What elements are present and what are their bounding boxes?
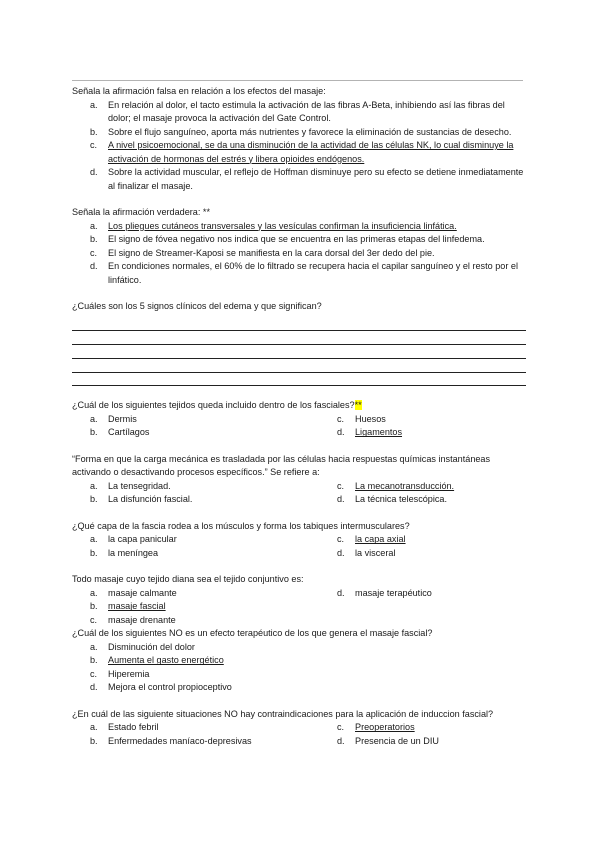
question-2-option-a: a. Los pliegues cutáneos transversales y las vesículas confirman la insuficiencia linfática. [90,220,457,231]
question-8-option-c: c. Hiperemia [90,668,150,679]
selected-answer: la capa axial [355,534,406,545]
question-8-options [72,641,528,695]
question-1: Señala la afirmación falsa en relación a los efectos del masaje: [72,86,326,96]
question-4: ¿Cuál de los siguientes tejidos queda incluido dentro de los fasciales?** [72,400,362,411]
question-4-option-d: d. Ligamentos [337,427,403,438]
question-1-option-d: d. Sobre la actividad muscular, el reflejo de Hoffman disminuye pero su efecto se detiene inmediatamente al finalizar el masaje. [90,167,524,191]
question-9: ¿En cuál de las siguiente situaciones NO hay contraindicaciones para la aplicación de induccion fascial? [72,708,494,719]
selected-answer: Los pliegues cutáneos transversales y las vesículas confirman la insuficiencia linfática. [108,220,457,231]
answer-lines [72,318,528,387]
question-5-option-a: a. La tensegridad. [90,480,171,491]
question-5-option-c: c. La mecanotransducción. [337,480,455,491]
question-2-option-b: b. El signo de fóvea negativo nos indica que se encuentra en las primeras etapas del linfedema. [90,234,485,244]
answer-line [72,373,526,387]
question-5-option-d: d. La técnica telescópica. [337,494,448,505]
question-1-options [72,99,528,194]
question-2-options [72,220,528,288]
question-7-options [72,587,528,628]
selected-answer: A nivel psicoemocional, se da una disminución de la actividad de las células NK, lo cual disminuye la activación de hormonas del estrés y libera opioides endógenos. [108,140,514,164]
question-6-options [72,533,528,560]
answer-line [72,331,526,345]
question-2-option-d: d. En condiciones normales, el 60% de lo filtrado se recupera hacia el capilar sanguíneo y el resto por el linfático. [90,261,518,285]
question-5-options [72,480,528,507]
question-8-option-b: b. Aumenta el gasto energético [90,655,224,666]
question-8: ¿Cuál de los siguientes NO es un efecto terapéutico de los que genera el masaje fascial? [72,628,433,639]
question-4-option-b: b. Cartílagos [90,427,150,438]
selected-answer: Ligamentos [355,427,403,438]
question-6-option-b: b. la meníngea [90,547,159,558]
selected-answer: La mecanotransducción. [355,480,455,491]
document-page [72,85,528,748]
question-1-option-a: a. En relación al dolor, el tacto estimula la activación de las fibras A-Beta, inhibiendo así las fibras del dolor; el masaje provoca la activación del Gate Control. [90,99,505,123]
question-1-option-c: c. A nivel psicoemocional, se da una disminución de la actividad de las células NK, lo cual disminuye la activación de hormonas del estrés y libera opioides endógenos. [90,140,514,164]
question-9-option-a: a. Estado febril [90,722,159,733]
answer-line [72,359,526,373]
answer-line [72,318,526,332]
question-7: Todo masaje cuyo tejido diana sea el tejido conjuntivo es: [72,574,304,585]
question-3: ¿Cuáles son los 5 signos clínicos del edema y que significan? [72,301,322,311]
question-4-option-a: a. Dermis [90,413,137,424]
question-8-option-d: d. Mejora el control propioceptivo [90,682,232,693]
highlight-mark: ** [354,400,362,411]
question-6: ¿Qué capa de la fascia rodea a los músculos y forma los tabiques intermusculares? [72,520,410,531]
question-9-option-d: d. Presencia de un DIU [337,735,439,746]
question-7-option-c: c. masaje drenante [90,614,176,625]
question-9-options [72,721,528,748]
question-7-option-b: b. masaje fascial [90,601,166,612]
selected-answer: masaje fascial [108,601,166,612]
question-7-option-a: a. masaje calmante [90,587,177,598]
question-9-option-b: b. Enfermedades maníaco-depresivas [90,735,252,746]
question-9-option-c: c. Preoperatorios [337,722,415,733]
question-4-options [72,413,528,440]
question-2-option-c: c. El signo de Streamer-Kaposi se manifiesta en la cara dorsal del 3er dedo del pie. [90,247,435,258]
selected-answer: Preoperatorios [355,722,415,733]
question-6-option-d: d. la visceral [337,547,396,558]
question-6-option-c: c. la capa axial [337,534,406,545]
answer-line [72,345,526,359]
question-8-option-a: a. Disminución del dolor [90,641,195,652]
question-1-option-b: b. Sobre el flujo sanguíneo, aporta más nutrientes y favorece la eliminación de sustancias de desecho. [90,126,512,137]
selected-answer: Aumenta el gasto energético [108,655,224,666]
question-5-option-b: b. La disfunción fascial. [90,494,193,505]
top-divider [72,80,523,81]
question-5: “Forma en que la carga mecánica es trasladada por las células hacia respuestas químicas instantáneas activando o desactivando procesos específicos.” Se refiere a: [72,453,491,478]
question-7-option-d: d. masaje terapéutico [337,587,432,598]
question-6-option-a: a. la capa panicular [90,534,177,545]
question-2: Señala la afirmación verdadera: ** [72,207,211,217]
question-4-option-c: c. Huesos [337,413,386,424]
